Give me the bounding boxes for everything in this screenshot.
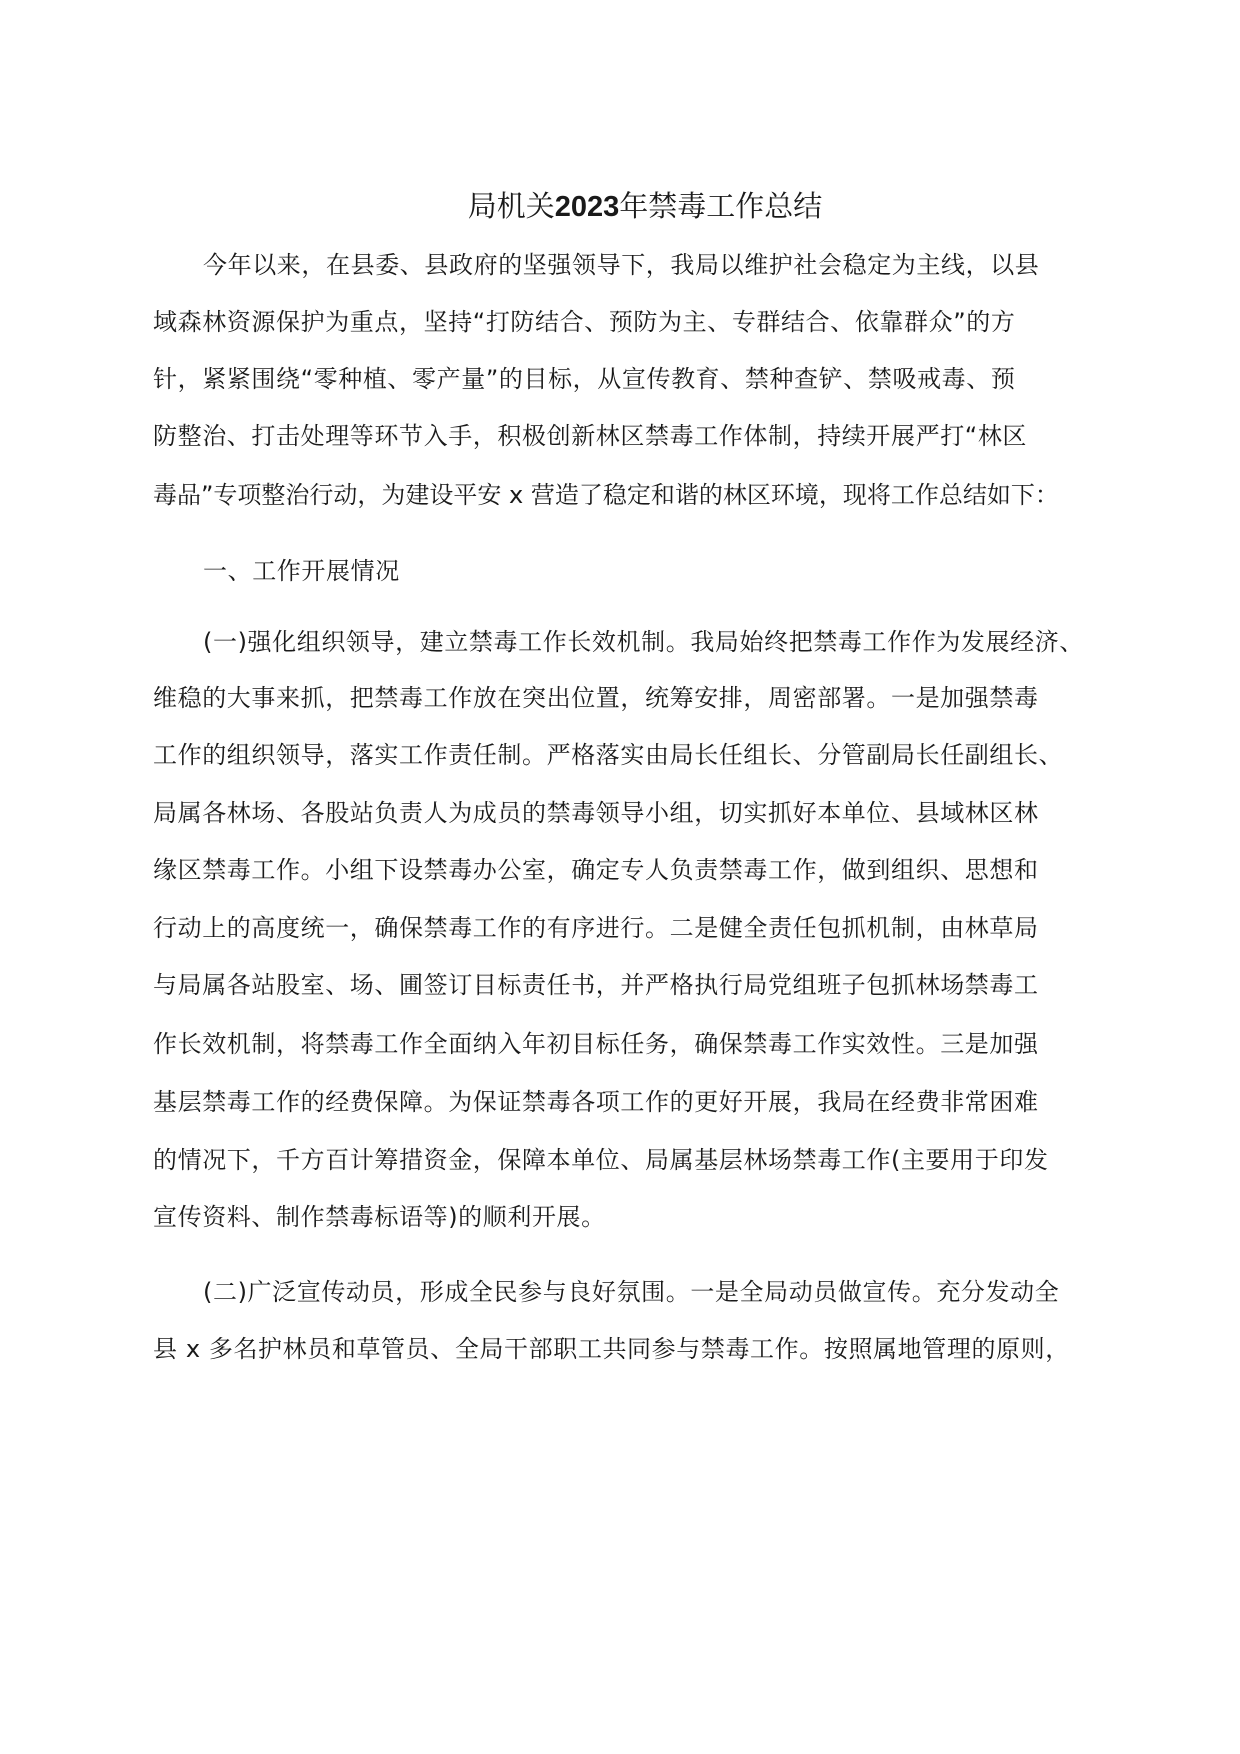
- paragraph-line: 域森林资源保护为重点，坚持“打防结合、预防为主、专群结合、依靠群众”的方: [153, 308, 1016, 336]
- paragraph-line: 维稳的大事来抓，把禁毒工作放在突出位置，统筹安排，周密部署。一是加强禁毒: [153, 684, 1039, 712]
- paragraph-line: 今年以来，在县委、县政府的坚强领导下，我局以维护社会稳定为主线，以县: [203, 251, 1040, 279]
- paragraph-line: 的情况下，千方百计筹措资金，保障本单位、局属基层林场禁毒工作(主要用于印发: [153, 1146, 1049, 1174]
- paragraph-line: 防整治、打击处理等环节入手，积极创新林区禁毒工作体制，持续开展严打“林区: [153, 422, 1028, 450]
- paragraph-line: 宣传资料、制作禁毒标语等)的顺利开展。: [153, 1203, 606, 1231]
- paragraph-line: 县 x 多名护林员和草管员、全局干部职工共同参与禁毒工作。按照属地管理的原则，: [153, 1335, 1070, 1363]
- paragraph-line: 行动上的高度统一，确保禁毒工作的有序进行。二是健全责任包抓机制，由林草局: [153, 914, 1039, 942]
- document-title: [0, 186, 1240, 227]
- paragraph-line: 工作的组织领导，落实工作责任制。严格落实由局长任组长、分管副局长任副组长、: [153, 741, 1064, 769]
- title-suffix: 年禁毒工作总结: [619, 189, 823, 223]
- section-heading: 一、工作开展情况: [203, 557, 400, 585]
- paragraph-line: 基层禁毒工作的经费保障。为保证禁毒各项工作的更好开展，我局在经费非常困难: [153, 1088, 1039, 1116]
- paragraph-line: 作长效机制，将禁毒工作全面纳入年初目标任务，确保禁毒工作实效性。三是加强: [153, 1030, 1039, 1058]
- paragraph-line: 与局属各站股室、场、圃签订目标责任书，并严格执行局党组班子包抓林场禁毒工: [153, 971, 1039, 999]
- title-year: 2023: [554, 191, 620, 223]
- paragraph-line: 局属各林场、各股站负责人为成员的禁毒领导小组，切实抓好本单位、县域林区林: [153, 799, 1039, 827]
- paragraph-line: 缘区禁毒工作。小组下设禁毒办公室，确定专人负责禁毒工作，做到组织、思想和: [153, 856, 1039, 884]
- paragraph-line: (一)强化组织领导，建立禁毒工作长效机制。我局始终把禁毒工作作为发展经济、: [203, 628, 1084, 656]
- paragraph-line: 针，紧紧围绕“零种植、零产量”的目标，从宣传教育、禁种查铲、禁吸戒毒、预: [153, 365, 1016, 393]
- title-prefix: 局机关: [467, 189, 555, 223]
- paragraph-line: 毒品”专项整治行动，为建设平安 x 营造了稳定和谐的林区环境，现将工作总结如下：: [153, 481, 1059, 509]
- paragraph-line: (二)广泛宣传动员，形成全民参与良好氛围。一是全局动员做宣传。充分发动全: [203, 1278, 1060, 1306]
